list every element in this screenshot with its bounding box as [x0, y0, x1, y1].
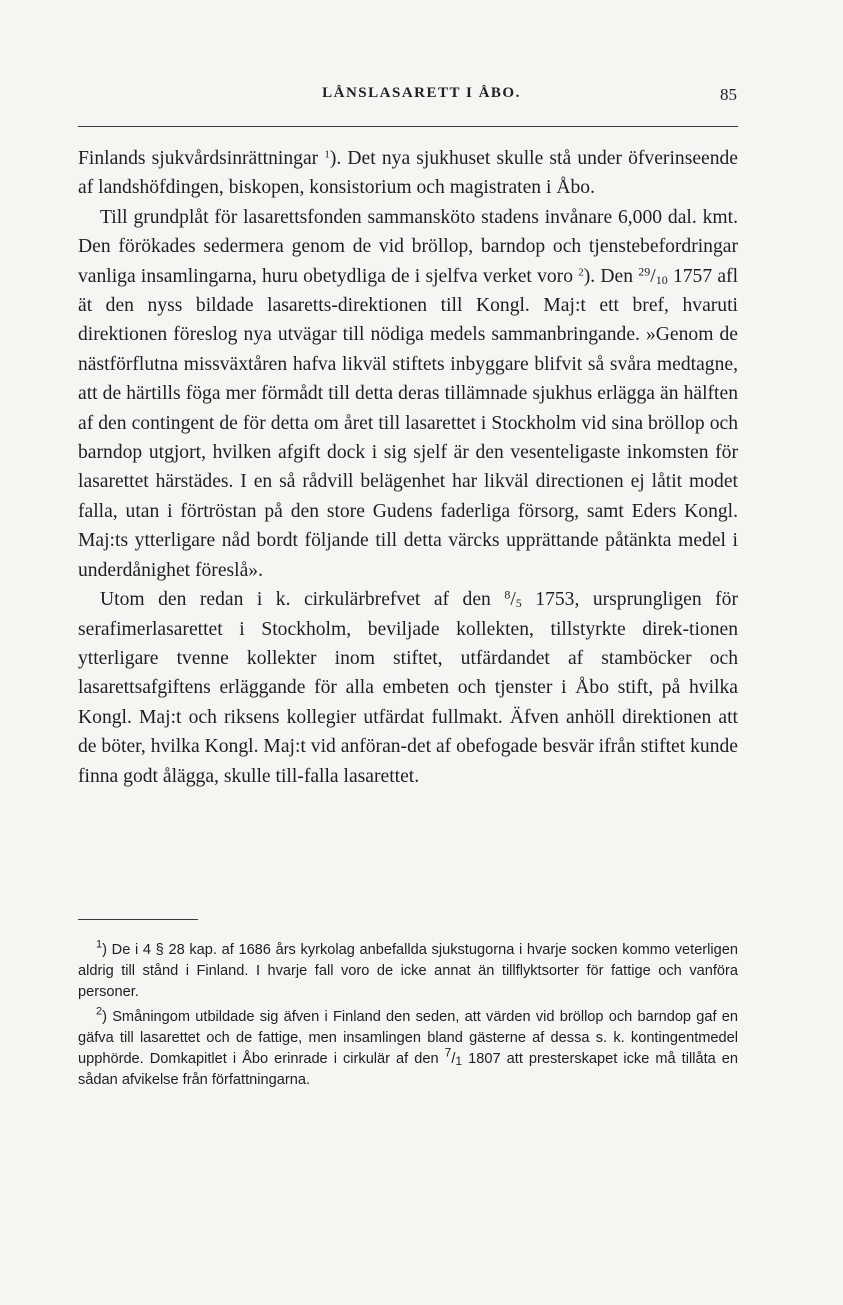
- paragraph-3: Utom den redan i k. cirkulärbrefvet af den $^8$/5 1753, ursprungligen för serafimerlasarettet i Stockholm, beviljade kollekten, tillstyrkte direk-tionen ytterligare tvenne kollekter inom stiftet, utfärdandet af stamböcker och lasarettsafgiftens erläggande för alla embeten och tjenster i Åbo stift, på hvilka Kongl. Maj:t och riksens kollegier utfärdat fullmakt. Äfven anhöll direktionen att de böter, hvilka Kongl. Maj:t vid anföran-det af obefogade besvär ifrån stiftet kunde finna godt ålägga, skulle till-falla lasarettet.: [78, 587, 738, 787]
- footnote-2-text-a: ) Småningom utbildade sig äfven i Finland den seden, att värden vid bröllop och barndop gaf en gäfva till lasarettet och de fattige, men insamlingen bland gästerne af dessa s. k. kontingentmedel upphörde. Domkapitlet i Åbo erinrade i cirkulär af den: [78, 1008, 738, 1068]
- footnote-rule: [78, 919, 198, 920]
- paragraph-2-text-a: Till grundplåt för lasarettsfonden sammansköto stadens invånare 6,000 dal. kmt. Den förökades sedermera genom de vid bröllop, barndop och tjenstebefordringar vanliga insamlingarna, huru obetydliga de i sjelfva verket voro: [78, 206, 738, 287]
- footnotes: [78, 940, 738, 1094]
- paragraph-1-text-b: ). Det nya sjukhuset skulle stå under öfverinseende af landshöfdingen, biskopen, konsistorium och magistraten i Åbo.: [78, 148, 738, 199]
- paragraph-1: [78, 144, 738, 203]
- paragraph-1-text-a: Finlands sjukvårdsinrättningar: [78, 148, 319, 169]
- date-fraction-numerator: 7: [444, 1045, 452, 1060]
- date-fraction-denominator: 1: [455, 1053, 463, 1068]
- footnote-2: $^2$) Småningom utbildade sig äfven i Finland den seden, att värden vid bröllop och barndop gaf en gäfva till lasarettet och de fattige, men insamlingen bland gästerne af dessa s. k. kontingentmedel upphörde. Domkapitlet i Åbo erinrade i cirkulär af den $^7$/1 1807 att presterskapet icke må tillåta en sådan afvikelse från författningarna.: [78, 1005, 739, 1089]
- paragraph-2-text-c: 1757 afl ät den nyss bildade lasaretts-direktionen till Kongl. Maj:t ett bref, hvaruti direktionen föreslog nya utvägar till nödiga medels sammanbringande. »Genom de nästförflutna missväxtåren hafva likväl stiftets inbyggare blifvit så svåra medtagne, att de härtills föga mer förmådt till detta deras tillämnade sjukhus erlägga än hälften af den contingent de för detta om året till lasarettet i Stockholm vid sina bröllop och barndop utgjort, hvilken afgift dock i sig sjelf är den vesenteligaste inkomsten för lasarettet härstädes. I en så rådvill belägenhet har likväl directionen ej låtit modet falla, utan i förtröstan på den store Gudens faderliga försorg, samt Eders Kongl. Maj:ts ytterligare nåd bordt följande till detta värcks upprättande påtänkta medel i underdånighet föreslå».: [78, 265, 739, 581]
- body-text: [78, 144, 738, 791]
- date-fraction-numerator: 29: [638, 264, 651, 279]
- footnote-1: [78, 940, 738, 1004]
- paragraph-3-text-b: 1753, ursprungligen för serafimerlasarettet i Stockholm, beviljade kollekten, tillstyrkte direk-tionen ytterligare tvenne kollekter inom stiftet, utfärdandet af stamböcker och lasarettsafgiftens erläggande för alla embeten och tjenster i Åbo stift, på hvilka Kongl. Maj:t och riksens kollegier utfärdat fullmakt. Äfven anhöll direktionen att de böter, hvilka Kongl. Maj:t vid anföran-det af obefogade besvär ifrån stiftet kunde finna godt ålägga, skulle till-falla lasarettet.: [78, 589, 738, 787]
- footnote-2-text-b: 1807 att presterskapet icke må tillåta en sådan afvikelse från författningarna.: [78, 1051, 739, 1089]
- running-title: LÅNSLASARETT I ÅBO.: [322, 85, 521, 101]
- footnote-ref-2: 2: [578, 266, 584, 279]
- footnote-mark-1: 1: [96, 938, 103, 951]
- paragraph-2: Till grundplåt för lasarettsfonden sammansköto stadens invånare 6,000 dal. kmt. Den förökades sedermera genom de vid bröllop, barndop och tjenstebefordringar vanliga insamlingarna, huru obetydliga de i sjelfva verket voro $^2$). Den $^{29}$/10 1757 afl ät den nyss bildade lasaretts-direktionen till Kongl. Maj:t ett bref, hvaruti direktionen föreslog nya utvägar till nödiga medels sammanbringande. »Genom de nästförflutna missväxtåren hafva likväl stiftets inbyggare blifvit så svåra medtagne, att de härtills föga mer förmådt till detta deras tillämnade sjukhus erlägga än hälften af den contingent de för detta om året till lasarettet i Stockholm vid sina bröllop och barndop utgjort, hvilken afgift dock i sig sjelf är den vesenteligaste inkomsten för lasarettet härstädes. I en så rådvill belägenhet har likväl directionen ej låtit modet falla, utan i förtröstan på den store Gudens faderliga försorg, samt Eders Kongl. Maj:ts ytterligare nåd bordt följande till detta värcks upprättande påtänkta medel i underdånighet föreslå».: [78, 206, 739, 581]
- footnote-1-text: ) De i 4 § 28 kap. af 1686 års kyrkolag anbefallda sjukstugorna i hvarje socken kommo veterligen aldrig till stånd i Finland. I hvarje fall voro de icke annat än tillflyktsorter för fattige och vanföra personer.: [78, 942, 738, 1001]
- running-head: [0, 85, 843, 111]
- paragraph-2-text-b: ). Den: [583, 265, 634, 287]
- date-fraction-denominator: 5: [515, 595, 522, 610]
- page-number: 85: [720, 85, 737, 104]
- header-rule: [78, 126, 738, 127]
- footnote-ref-1: 1: [324, 148, 330, 161]
- date-fraction-numerator: 8: [504, 587, 511, 602]
- footnote-mark-2: 2: [96, 1005, 103, 1018]
- date-fraction-denominator: 10: [655, 272, 668, 287]
- paragraph-3-text-a: Utom den redan i k. cirkulärbrefvet af den: [100, 589, 491, 611]
